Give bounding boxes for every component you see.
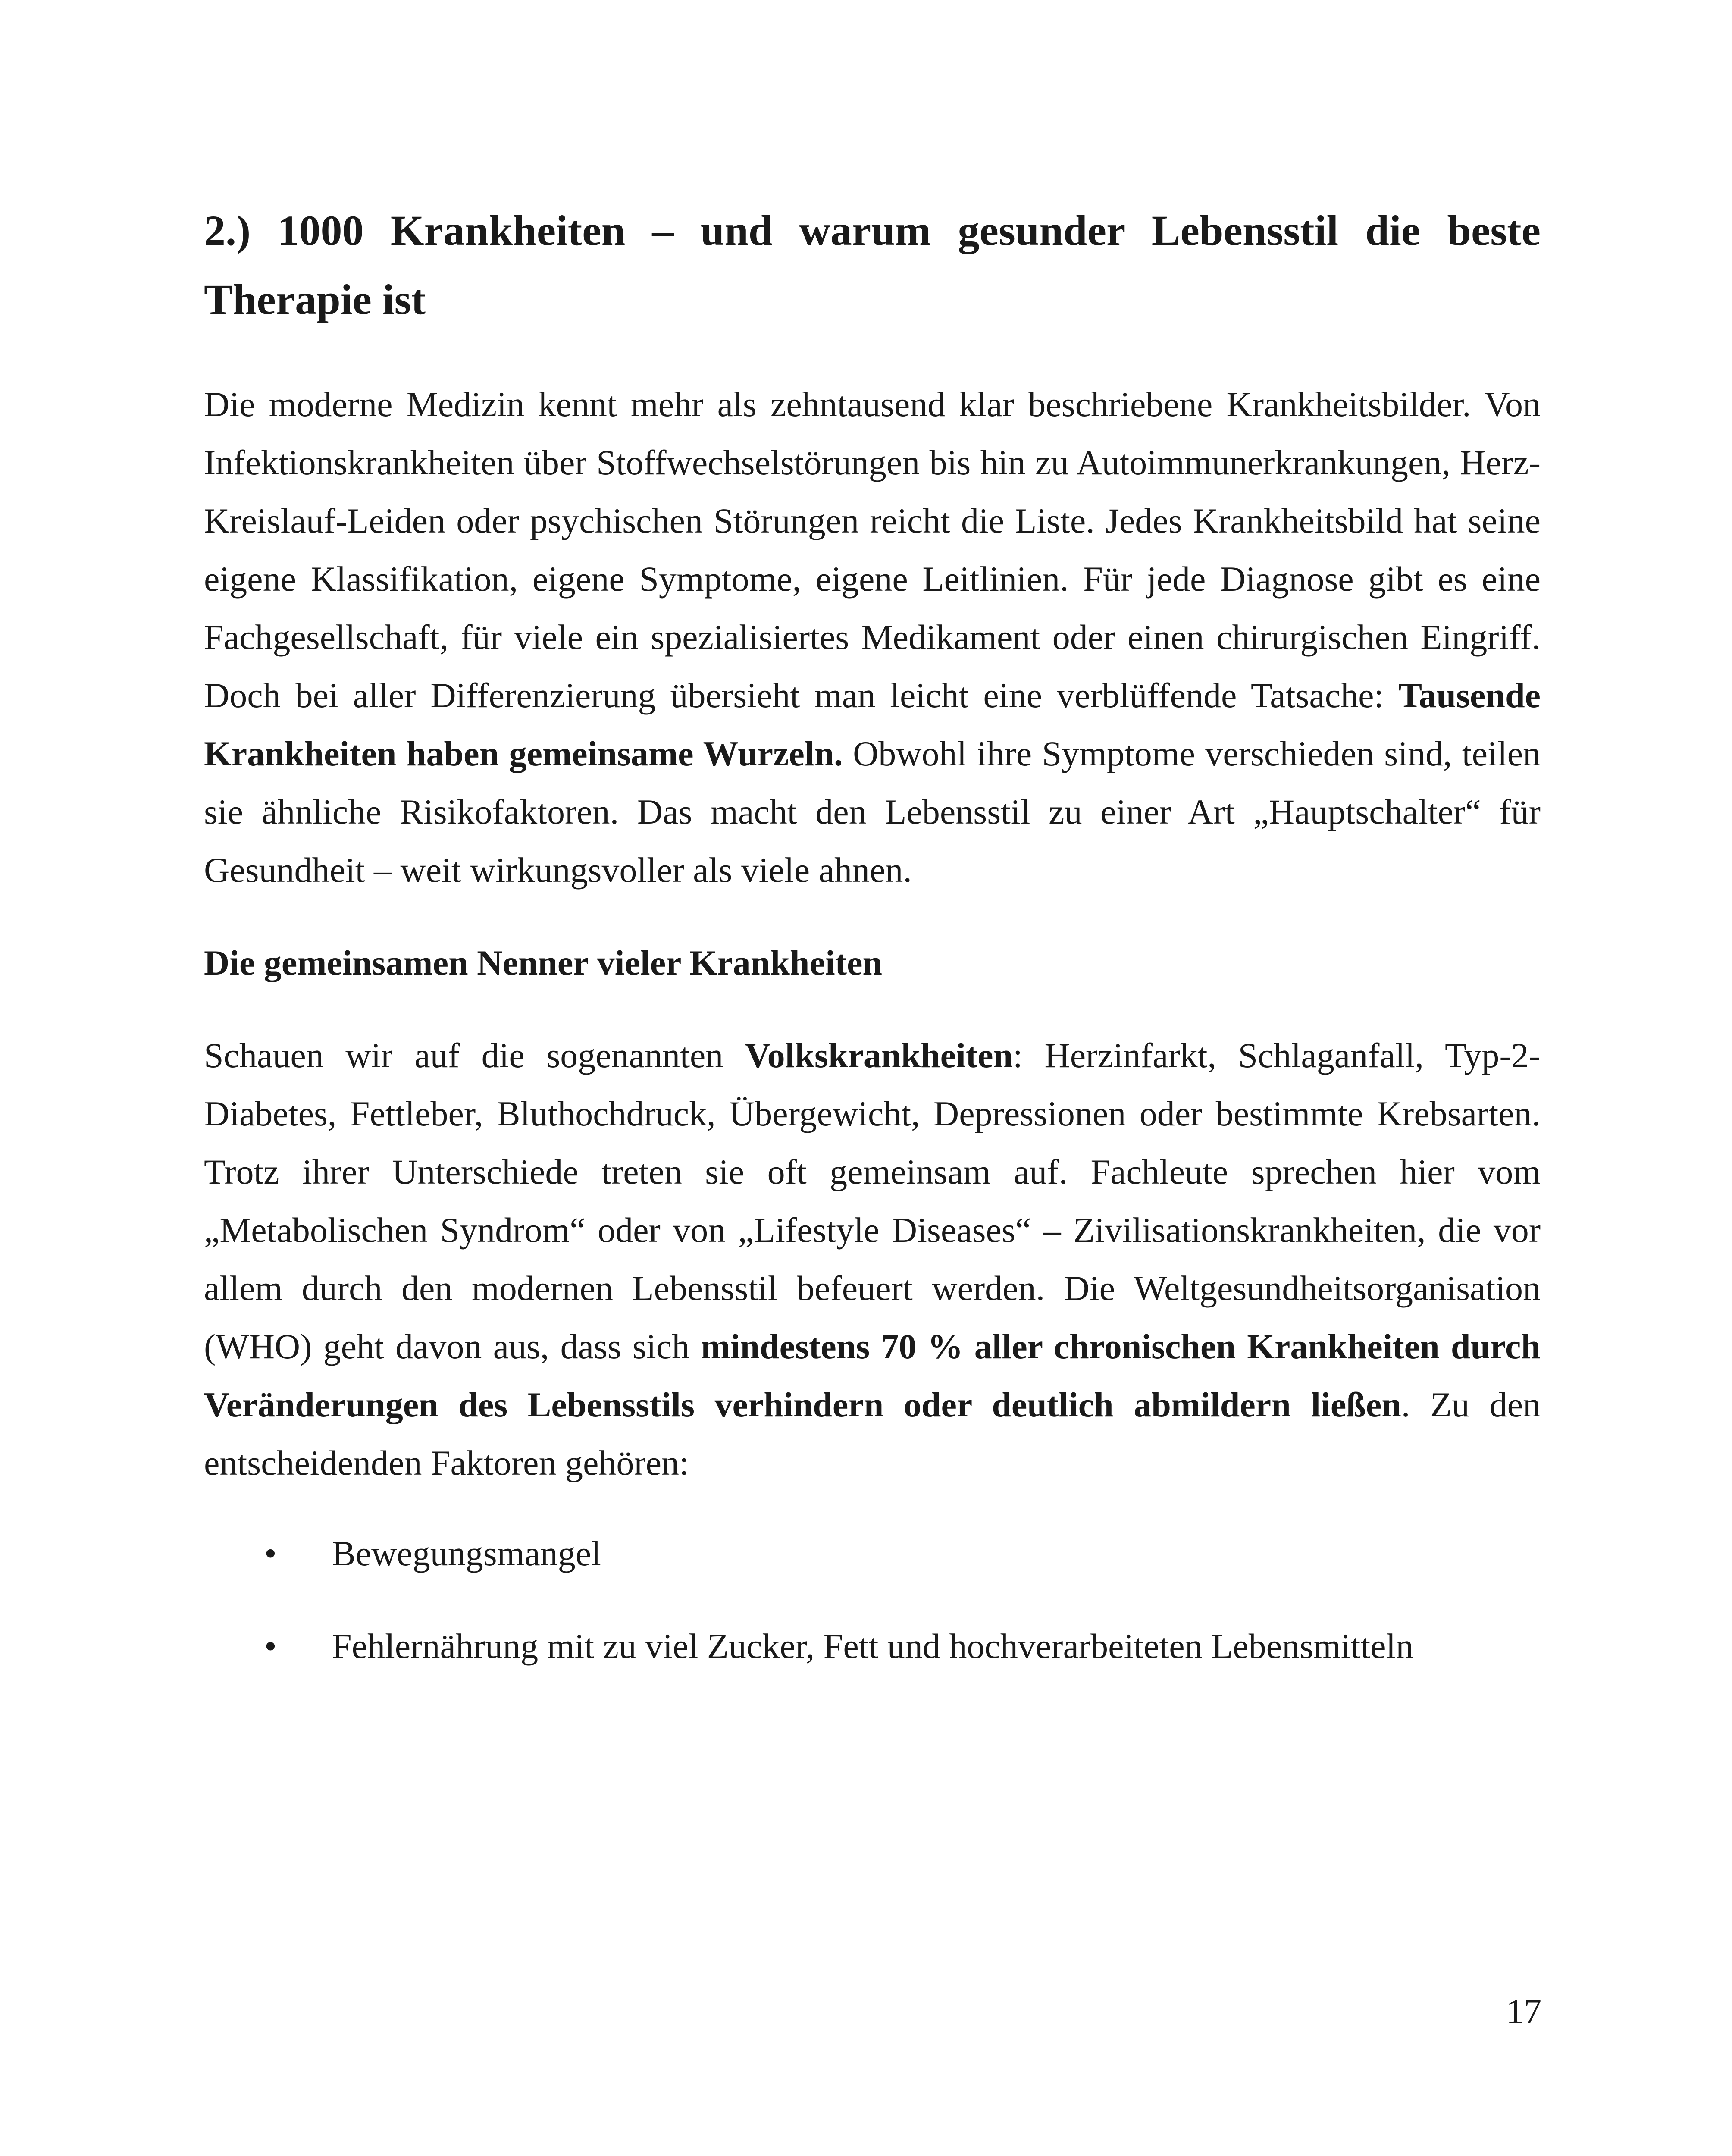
bullet-icon: • [264,1626,277,1666]
section-text-1: Schauen wir auf die sogenannten [204,1036,745,1075]
intro-paragraph [204,375,1541,899]
intro-bold-statement: Tausende Krankheiten haben gemeinsame Wurzeln. [204,676,1541,773]
page-number: 17 [1506,1992,1541,2031]
factors-list [204,1524,1541,1675]
list-item-text: Bewegungsmangel [332,1534,601,1573]
list-item-text: Fehlernährung mit zu viel Zucker, Fett und hochverarbeiteten Lebensmitteln [332,1626,1414,1666]
intro-text-2: Obwohl ihre Symptome verschieden sind, teilen sie ähnliche Risikofaktoren. Das macht den Lebensstil zu einer Art „Hauptschalter“ für Gesundheit – weit wirkungsvoller als viele ahnen. [204,734,1541,890]
list-item [204,1617,1541,1675]
chapter-title: 2.) 1000 Krankheiten – und warum gesunder Lebensstil die beste Therapie ist [204,207,1541,323]
bullet-icon: • [264,1534,277,1573]
section-text-2: : Herzinfarkt, Schlaganfall, Typ-2-Diabetes, Fettleber, Bluthochdruck, Übergewicht, Depressionen oder bestimmte Krebsarten. Trotz ihrer Unterschiede treten sie oft gemeinsam auf. Fachleute sprechen hier vom „Metabolischen Syndrom“ oder von „Lifestyle Diseases“ – Zivilisationskrankheiten, die vor allem durch den modernen Lebensstil befeuert werden. Die Weltgesundheitsorganisation (WHO) geht davon aus, dass sich [204,1036,1541,1366]
section-text-3: . Zu den entscheidenden Faktoren gehören: [204,1385,1541,1482]
list-item [204,1524,1541,1583]
section-bold-volkskrankheiten: Volkskrankheiten [745,1036,1013,1075]
section-bold-who-statement: mindestens 70 % aller chronischen Krankheiten durch Veränderungen des Lebensstils verhindern oder deutlich abmildern ließen [204,1327,1541,1424]
intro-text-1: Die moderne Medizin kennt mehr als zehntausend klar beschriebene Krankheitsbilder. Von Infektionskrankheiten über Stoffwechselstörungen bis hin zu Autoimmunerkrankungen, Herz-Kreislauf-Leiden oder psychischen Störungen reicht die Liste. Jedes Krankheitsbild hat seine eigene Klassifikation, eigene Symptome, eigene Leitlinien. Für jede Diagnose gibt es eine Fachgesellschaft, für viele ein spezialisiertes Medikament oder einen chirurgischen Eingriff. Doch bei aller Differenzierung übersieht man leicht eine verblüffende Tatsache: [204,385,1541,715]
section-heading: Die gemeinsamen Nenner vieler Krankheiten [204,943,882,982]
section-paragraph [204,1026,1541,1492]
document-page [204,196,1541,1710]
